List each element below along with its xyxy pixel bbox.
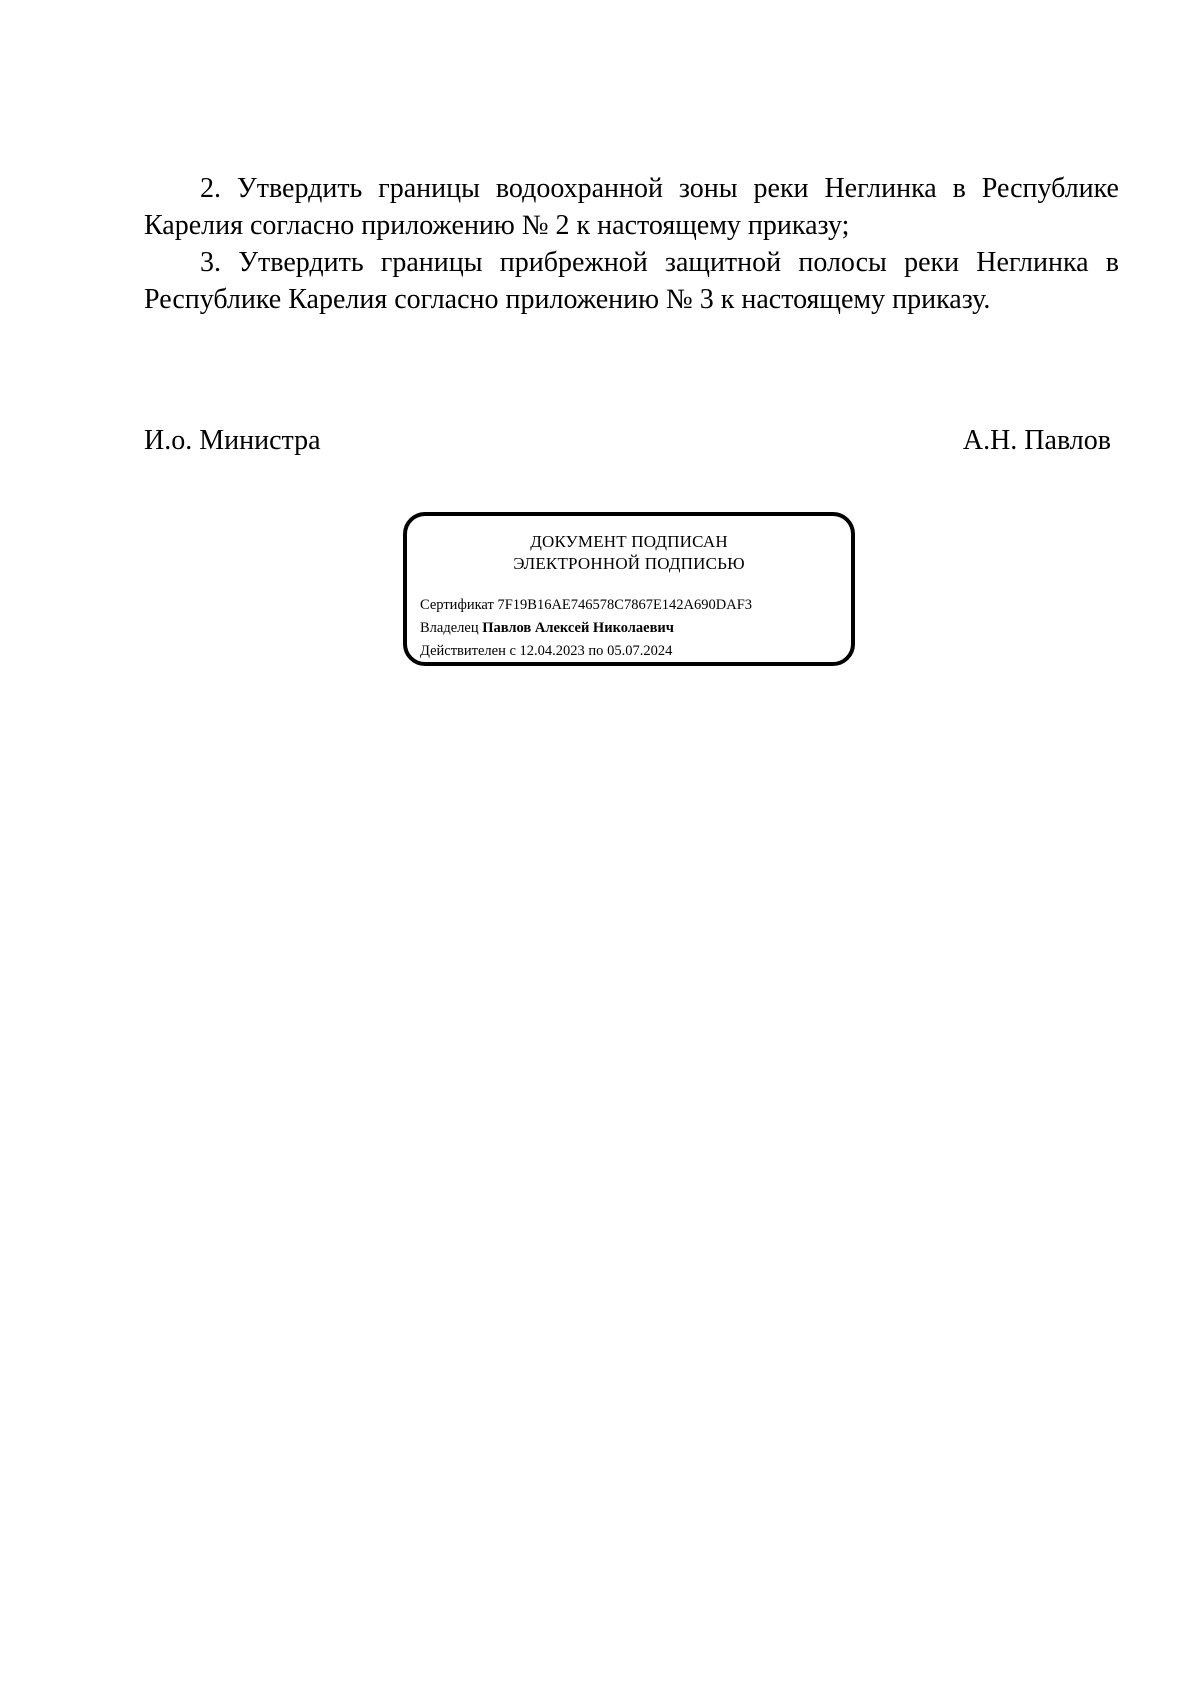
owner-label: Владелец xyxy=(420,620,479,636)
valid-from: 12.04.2023 xyxy=(519,643,585,659)
stamp-certificate-line xyxy=(420,594,752,617)
stamp-title-line-2: ЭЛЕКТРОННОЙ ПОДПИСЬЮ xyxy=(513,554,745,573)
valid-to: 05.07.2024 xyxy=(607,643,673,659)
paragraph-3: 3. Утвердить границы прибрежной защитной полосы реки Неглинка в Республике Карелия согласно приложению № 3 к настоящему приказу. xyxy=(144,247,1119,315)
signatory-position: И.о. Министра xyxy=(144,425,321,456)
stamp-title-line-1: ДОКУМЕНТ ПОДПИСАН xyxy=(530,532,728,551)
stamp-details xyxy=(420,594,752,663)
paragraph-2: 2. Утвердить границы водоохранной зоны реки Неглинка в Республике Карелия согласно приложению № 2 к настоящему приказу; xyxy=(144,173,1119,241)
stamp-validity-line xyxy=(420,640,752,663)
signatory-name: А.Н. Павлов xyxy=(962,425,1111,456)
certificate-label: Сертификат xyxy=(420,597,494,613)
certificate-value: 7F19B16AE746578C7867E142A690DAF3 xyxy=(497,597,753,613)
signature-block xyxy=(144,422,1111,459)
owner-value: Павлов Алексей Николаевич xyxy=(482,620,674,636)
valid-label: Действителен с xyxy=(420,643,516,659)
stamp-title xyxy=(407,531,851,575)
valid-to-label: по xyxy=(588,643,604,659)
electronic-signature-stamp xyxy=(403,512,855,666)
document-body xyxy=(144,170,1119,318)
stamp-owner-line xyxy=(420,617,752,640)
